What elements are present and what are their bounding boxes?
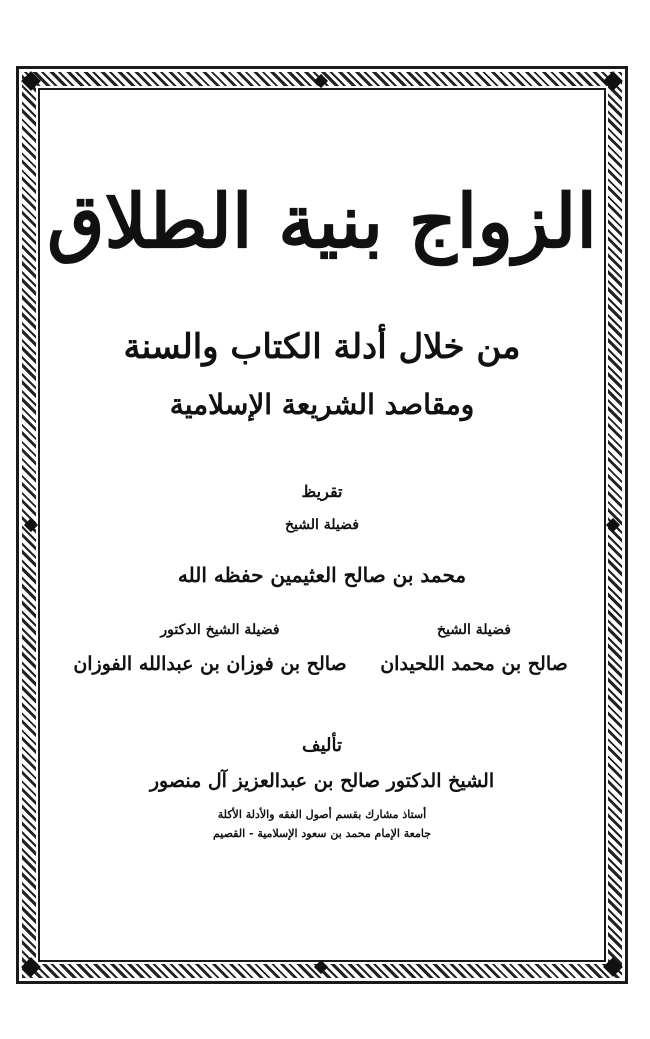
book-subtitle-line2: ومقاصد الشريعة الإسلامية [169, 388, 475, 421]
right-honorific: فضيلة الشيخ [437, 622, 511, 638]
author-name: الشيخ الدكتور صالح بن عبدالعزيز آل منصور [149, 770, 495, 792]
author-affiliation-line2: جامعة الإمام محمد بن سعود الإسلامية - القصيم [212, 827, 432, 840]
book-subtitle-line1: من خلال أدلة الكتاب والسنة [123, 327, 521, 367]
right-name: صالح بن محمد اللحيدان [380, 653, 568, 675]
foreword-honorific: فضيلة الشيخ [285, 517, 359, 533]
foreword-name: محمد بن صالح العثيمين حفظه الله [177, 563, 467, 587]
left-honorific: فضيلة الشيخ الدكتور [160, 622, 280, 638]
foreword-label: تقريظ [301, 482, 343, 501]
book-title: الزواج بنية الطلاق [47, 179, 597, 265]
cover-content [40, 90, 604, 960]
author-label: تأليف [301, 735, 343, 756]
left-name: صالح بن فوزان بن عبدالله الفوزان [73, 653, 347, 675]
author-affiliation-line1: أستاذ مشارك بقسم أصول الفقه والأدلة الأكلة [217, 808, 427, 821]
